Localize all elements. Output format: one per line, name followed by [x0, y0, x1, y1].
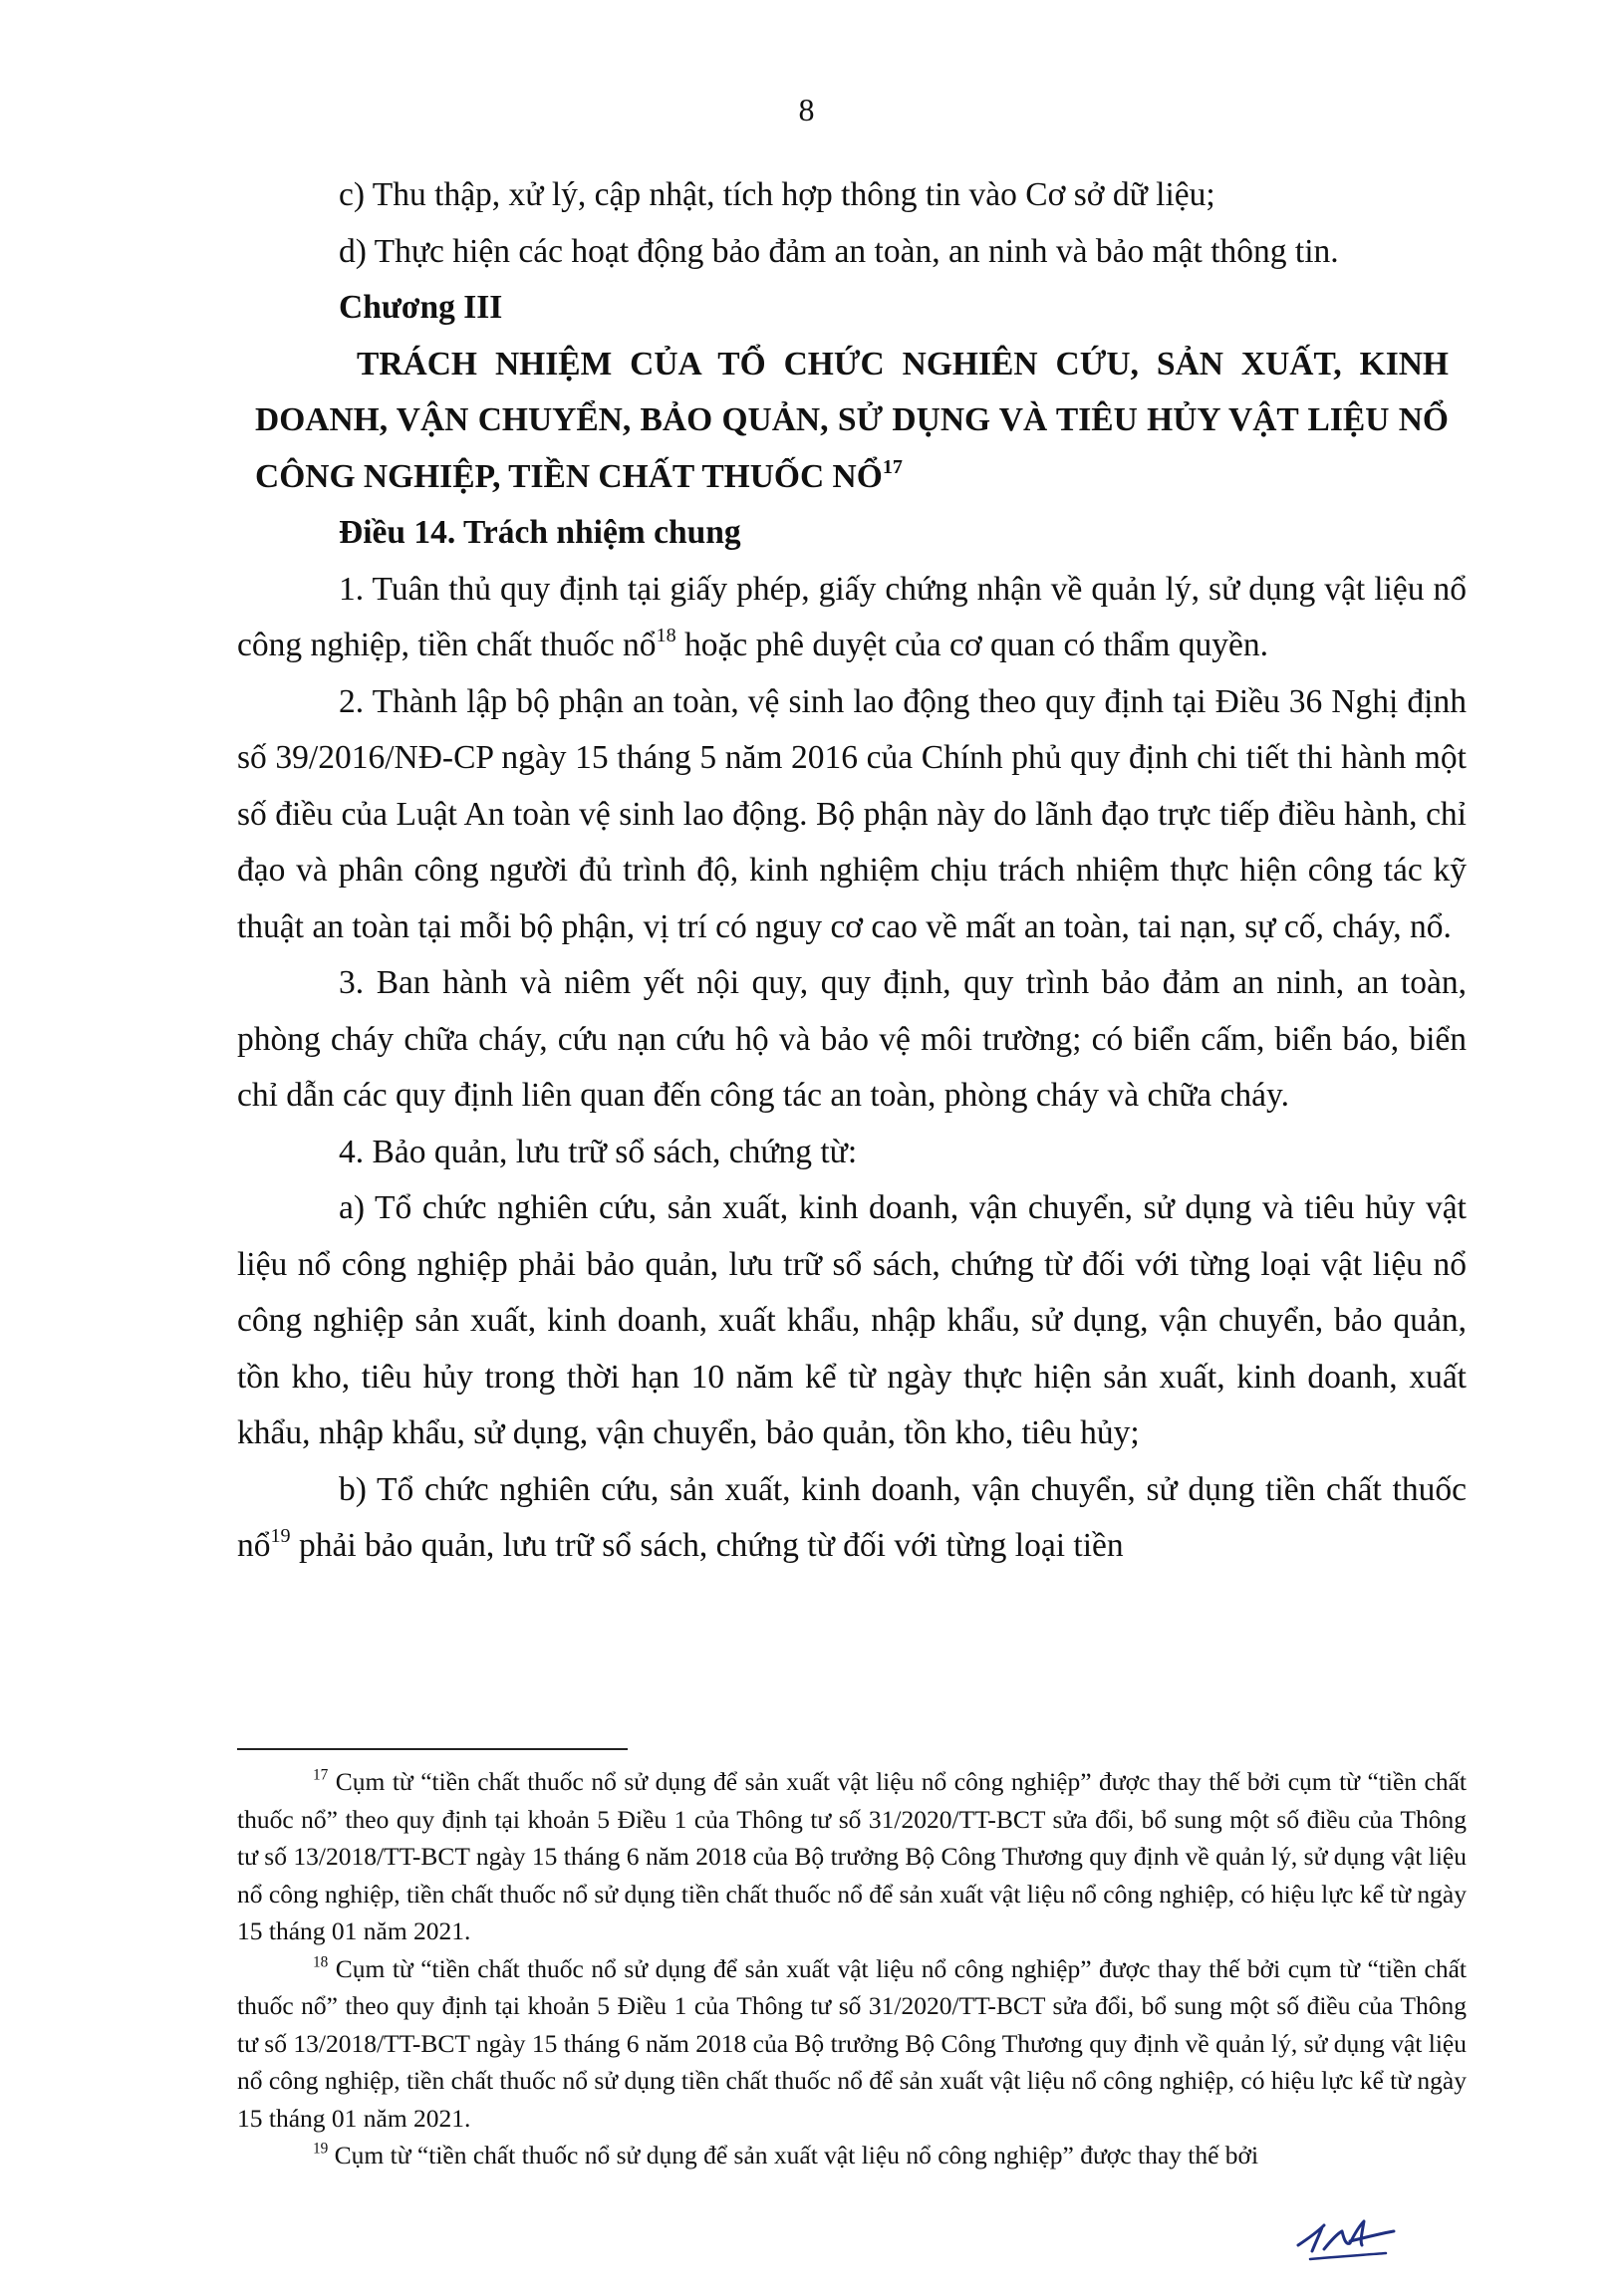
clause-3: 3. Ban hành và niêm yết nội quy, quy định, quy trình bảo đảm an ninh, an toàn, phòng cháy chữa cháy, cứu nạn cứu hộ và bảo vệ môi trường; có biển cấm, biển báo, biển chỉ dẫn các quy định liên quan đến công tác an toàn, phòng cháy và chữa cháy. [237, 964, 1467, 1114]
page-number: 8 [798, 92, 815, 128]
paragraph-c: c) Thu thập, xử lý, cập nhật, tích hợp thông tin vào Cơ sở dữ liệu; [339, 176, 1215, 213]
footnote-text: Cụm từ “tiền chất thuốc nổ sử dụng để sản xuất vật liệu nổ công nghiệp” được thay thế bởi cụm từ “tiền chất thuốc nổ” theo quy định tại khoản 5 Điều 1 của Thông tư số 31/2020/TT-BCT sửa đổi, bổ sung một số điều của Thông tư số 13/2018/TT-BCT ngày 15 tháng 6 năm 2018 của Bộ trưởng Bộ Công Thương quy định về quản lý, sử dụng vật liệu nổ công nghiệp, tiền chất thuốc nổ sử dụng tiền chất thuốc nổ để sản xuất vật liệu nổ công nghiệp, có hiệu lực kể từ ngày 15 tháng 01 năm 2021. [237, 1767, 1467, 1945]
clause-1 [237, 562, 1467, 674]
footnotes [237, 1763, 1467, 2174]
chapter-label: Chương III [339, 289, 503, 326]
footnote-number: 17 [313, 1766, 329, 1784]
footnote-text: Cụm từ “tiền chất thuốc nổ sử dụng để sản xuất vật liệu nổ công nghiệp” được thay thế bởi cụm từ “tiền chất thuốc nổ” theo quy định tại khoản 5 Điều 1 của Thông tư số 31/2020/TT-BCT sửa đổi, bổ sung một số điều của Thông tư số 13/2018/TT-BCT ngày 15 tháng 6 năm 2018 của Bộ trưởng Bộ Công Thương quy định về quản lý, sử dụng vật liệu nổ công nghiệp, tiền chất thuốc nổ sử dụng tiền chất thuốc nổ để sản xuất vật liệu nổ công nghiệp, có hiệu lực kể từ ngày 15 tháng 01 năm 2021. [237, 1953, 1467, 2133]
footnote-17 [237, 1763, 1467, 1950]
clause-4b-text: b) Tổ chức nghiên cứu, sản xuất, kinh doanh, vận chuyển, sử dụng tiền chất thuốc nổ [237, 1470, 1467, 1564]
footnote-19 [237, 2137, 1467, 2174]
footnote-ref-19: 19 [270, 1524, 291, 1547]
clause-4b [237, 1462, 1467, 1575]
clause-1-text: 1. Tuân thủ quy định tại giấy phép, giấy chứng nhận về quản lý, sử dụng vật liệu nổ công nghiệp, tiền chất thuốc nổ [237, 570, 1467, 663]
clause-2: 2. Thành lập bộ phận an toàn, vệ sinh lao động theo quy định tại Điều 36 Nghị định số 39/2016/NĐ-CP ngày 15 tháng 5 năm 2016 của Chính phủ quy định chi tiết thi hành một số điều của Luật An toàn vệ sinh lao động. Bộ phận này do lãnh đạo trực tiếp điều hành, chỉ đạo và phân công người đủ trình độ, kinh nghiệm chịu trách nhiệm thực hiện công tác kỹ thuật an toàn tại mỗi bộ phận, vị trí có nguy cơ cao về mất an toàn, tai nạn, sự cố, cháy, nổ. [237, 682, 1467, 945]
footnote-ref-17: 17 [882, 455, 903, 478]
clause-4a: a) Tổ chức nghiên cứu, sản xuất, kinh doanh, vận chuyển, sử dụng và tiêu hủy vật liệu nổ công nghiệp phải bảo quản, lưu trữ sổ sách, chứng từ đối với từng loại vật liệu nổ công nghiệp sản xuất, kinh doanh, xuất khẩu, nhập khẩu, sử dụng, vận chuyển, bảo quản, tồn kho, tiêu hủy trong thời hạn 10 năm kể từ ngày thực hiện sản xuất, kinh doanh, xuất khẩu, nhập khẩu, sử dụng, vận chuyển, bảo quản, tồn kho, tiêu hủy; [237, 1189, 1467, 1451]
paragraph-d: d) Thực hiện các hoạt động bảo đảm an toàn, an ninh và bảo mật thông tin. [339, 232, 1339, 270]
clause-4: 4. Bảo quản, lưu trữ sổ sách, chứng từ: [339, 1133, 858, 1170]
chapter-title-text: TRÁCH NHIỆM CỦA TỔ CHỨC NGHIÊN CỨU, SẢN XUẤT, KINH DOANH, VẬN CHUYỂN, BẢO QUẢN, SỬ DỤNG VÀ TIÊU HỦY VẬT LIỆU NỔ CÔNG NGHIỆP, TIỀN CHẤT THUỐC NỔ [255, 345, 1449, 495]
footnote-separator [237, 1748, 628, 1750]
footnote-ref-18: 18 [656, 624, 676, 646]
initials-signature [1290, 2211, 1400, 2271]
footnote-18 [237, 1950, 1467, 2138]
chapter-title [237, 337, 1467, 506]
footnote-text: Cụm từ “tiền chất thuốc nổ sử dụng để sản xuất vật liệu nổ công nghiệp” được thay thế bởi [328, 2141, 1259, 2169]
article-heading: Điều 14. Trách nhiệm chung [339, 514, 741, 551]
footnote-number: 18 [313, 1952, 329, 1970]
document-body [237, 167, 1467, 1575]
clause-1-text-end: hoặc phê duyệt của cơ quan có thẩm quyền. [675, 627, 1269, 663]
clause-4b-text-end: phải bảo quản, lưu trữ sổ sách, chứng từ đối với từng loại tiền [290, 1527, 1124, 1564]
footnote-number: 19 [313, 2140, 329, 2158]
